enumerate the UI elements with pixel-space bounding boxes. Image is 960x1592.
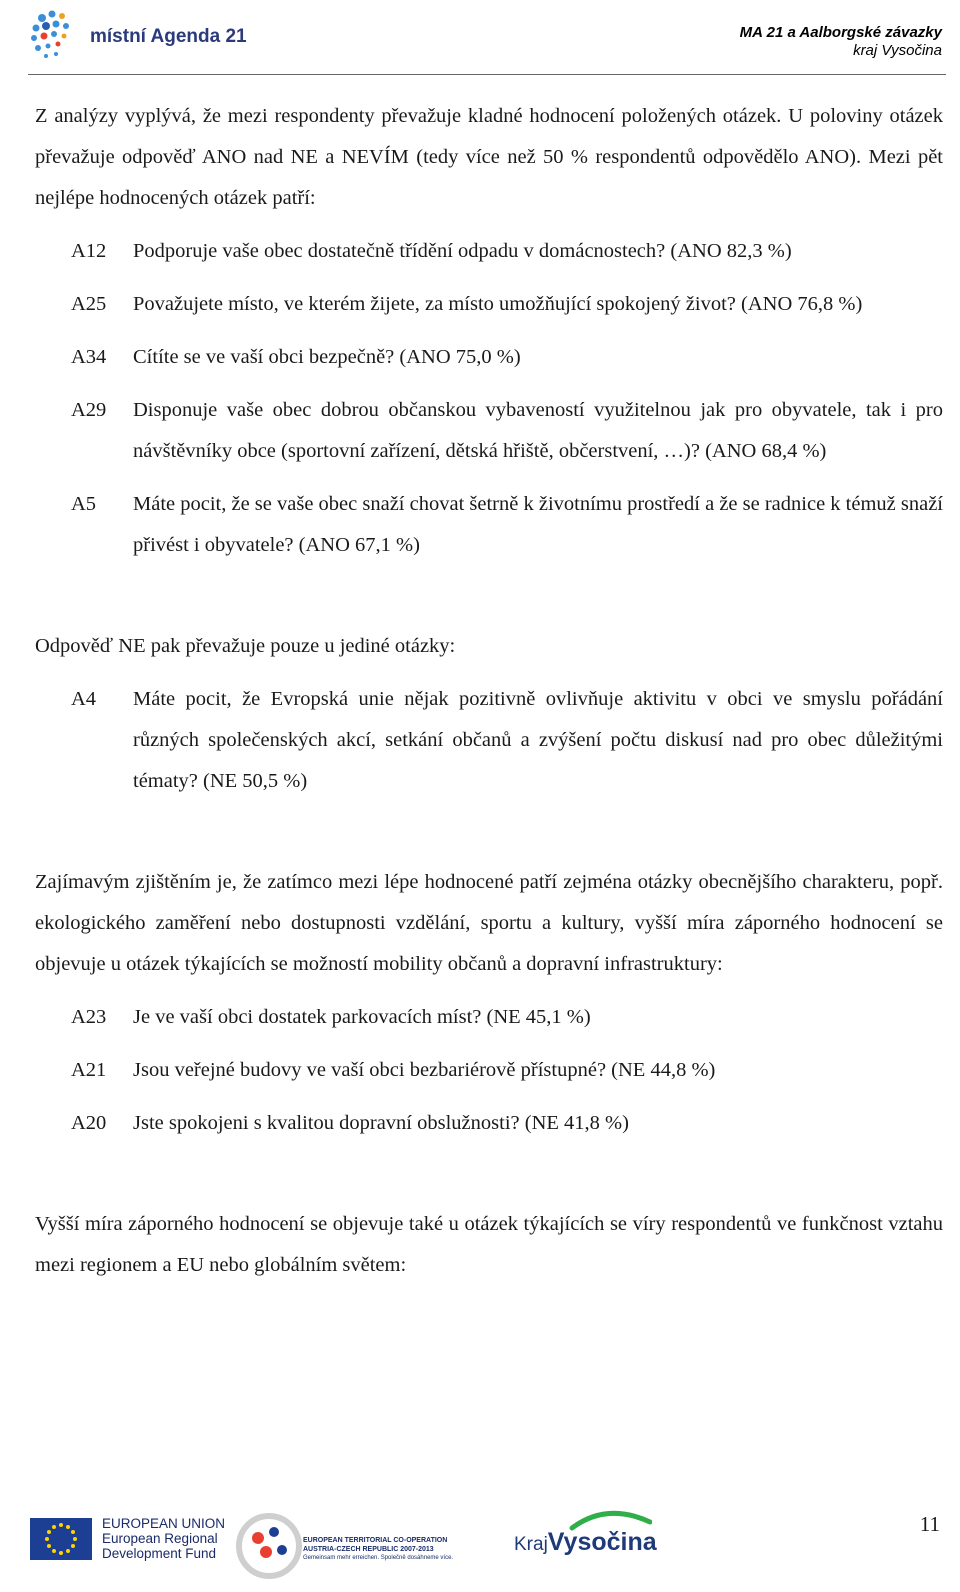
- header-title-line1: MA 21 a Aalborgské závazky: [739, 24, 942, 41]
- list-item: [35, 1103, 943, 1144]
- cooperation-text: [303, 1536, 503, 1563]
- logo-label: místní Agenda: [90, 26, 221, 47]
- item-text: Máte pocit, že Evropská unie nějak pozitivně ovlivňuje aktivitu v obci ve smyslu pořádání různých společenských akcí, setkání občanů a zvýšení počtu diskusí nad pro obec důležitými tématy? (NE 50,5 %): [133, 688, 943, 792]
- final-paragraph: Vyšší míra záporného hodnocení se objevuje také u otázek týkajících se víry respondentů ve funkčnost vztahu mezi regionem a EU nebo globálním světem:: [35, 1213, 943, 1276]
- list-item: [35, 231, 943, 272]
- eu-flag-icon: [30, 1518, 92, 1560]
- list-item: [35, 337, 943, 378]
- eu-line2: European Regional: [102, 1531, 218, 1546]
- cooperation-line1: EUROPEAN TERRITORIAL CO-OPERATION: [303, 1537, 448, 1544]
- item-code: A20: [71, 1112, 107, 1134]
- page-number: 11: [919, 1512, 940, 1536]
- no-intro-paragraph: Odpověď NE pak převažuje pouze u jediné otázky:: [35, 635, 456, 657]
- item-text: Jsou veřejné budovy ve vaší obci bezbariérově přístupné? (NE 44,8 %): [133, 1059, 716, 1081]
- item-text: Jste spokojeni s kvalitou dopravní obslužnosti? (NE 41,8 %): [133, 1112, 629, 1134]
- item-code: A12: [71, 240, 107, 262]
- header-title-line2: kraj Vysočina: [853, 42, 942, 59]
- eu-line3: Development Fund: [102, 1546, 217, 1561]
- item-code: A21: [71, 1059, 107, 1081]
- item-code: A5: [71, 493, 97, 515]
- list-item: [35, 390, 943, 472]
- cooperation-logo-icon: [236, 1502, 302, 1590]
- item-code: A23: [71, 1006, 107, 1028]
- item-code: A29: [71, 399, 107, 421]
- list-item: [35, 679, 943, 802]
- list-item: [35, 1050, 943, 1091]
- kraj-vysocina-logo: [514, 1528, 657, 1557]
- logo-number: 21: [225, 26, 247, 47]
- item-code: A34: [71, 346, 107, 368]
- page-header: [0, 0, 960, 80]
- list-item: [35, 284, 943, 325]
- item-code: A25: [71, 293, 107, 315]
- item-text: Podporuje vaše obec dostatečně třídění odpadu v domácnostech? (ANO 82,3 %): [133, 240, 792, 262]
- kv-vysocina: Vysočina: [547, 1528, 657, 1556]
- mistni-agenda-logo: [28, 4, 247, 62]
- interesting-paragraph: Zajímavým zjištěním je, že zatímco mezi lépe hodnocené patří zejména otázky obecnějšího charakteru, popř. ekologického zaměření nebo dostupnosti vzdělání, sportu a kultury, vyšší míra záporného hodnocení se objevuje u otázek týkajících se možností mobility občanů a dopravní infrastruktury:: [35, 871, 943, 975]
- list-item: [35, 484, 943, 566]
- intro-paragraph: Z analýzy vyplývá, že mezi respondenty převažuje kladné hodnocení položených otázek. U poloviny otázek převažuje odpověď ANO nad NE a NEVÍM (tedy více než 50 % respondentů odpovědělo ANO). Mezi pět nejlépe hodnocených otázek patří:: [35, 105, 943, 209]
- eu-logo: [30, 1516, 225, 1561]
- eu-text: [102, 1516, 225, 1561]
- kv-kraj: Kraj: [514, 1534, 548, 1555]
- header-divider: [28, 74, 946, 75]
- item-text: Považujete místo, ve kterém žijete, za místo umožňující spokojený život? (ANO 76,8 %): [133, 293, 863, 315]
- item-code: A4: [71, 688, 97, 710]
- logo-text: [90, 26, 247, 48]
- list-item: [35, 997, 943, 1038]
- page-footer: [0, 1496, 960, 1592]
- agenda-dots-icon: [28, 4, 86, 62]
- item-text: Máte pocit, že se vaše obec snaží chovat šetrně k životnímu prostředí a že se radnice k témuž snaží přivést i obyvatele? (ANO 67,1 %): [133, 493, 944, 556]
- cooperation-line3: Gemeinsam mehr erreichen. Společně dosáhneme více.: [303, 1555, 454, 1561]
- document-body: [35, 96, 943, 1286]
- item-text: Disponuje vaše obec dobrou občanskou vybaveností využitelnou jak pro obyvatele, tak i pro návštěvníky obce (sportovní zařízení, dětská hřiště, občerstvení, …)? (ANO 68,4 %): [133, 399, 943, 462]
- eu-line1: EUROPEAN UNION: [102, 1516, 226, 1531]
- item-text: Cítíte se ve vaší obci bezpečně? (ANO 75,0 %): [133, 346, 521, 368]
- item-text: Je ve vaší obci dostatek parkovacích míst? (NE 45,1 %): [133, 1006, 591, 1028]
- cooperation-line2: AUSTRIA-CZECH REPUBLIC 2007-2013: [303, 1546, 434, 1553]
- header-title: [740, 24, 942, 60]
